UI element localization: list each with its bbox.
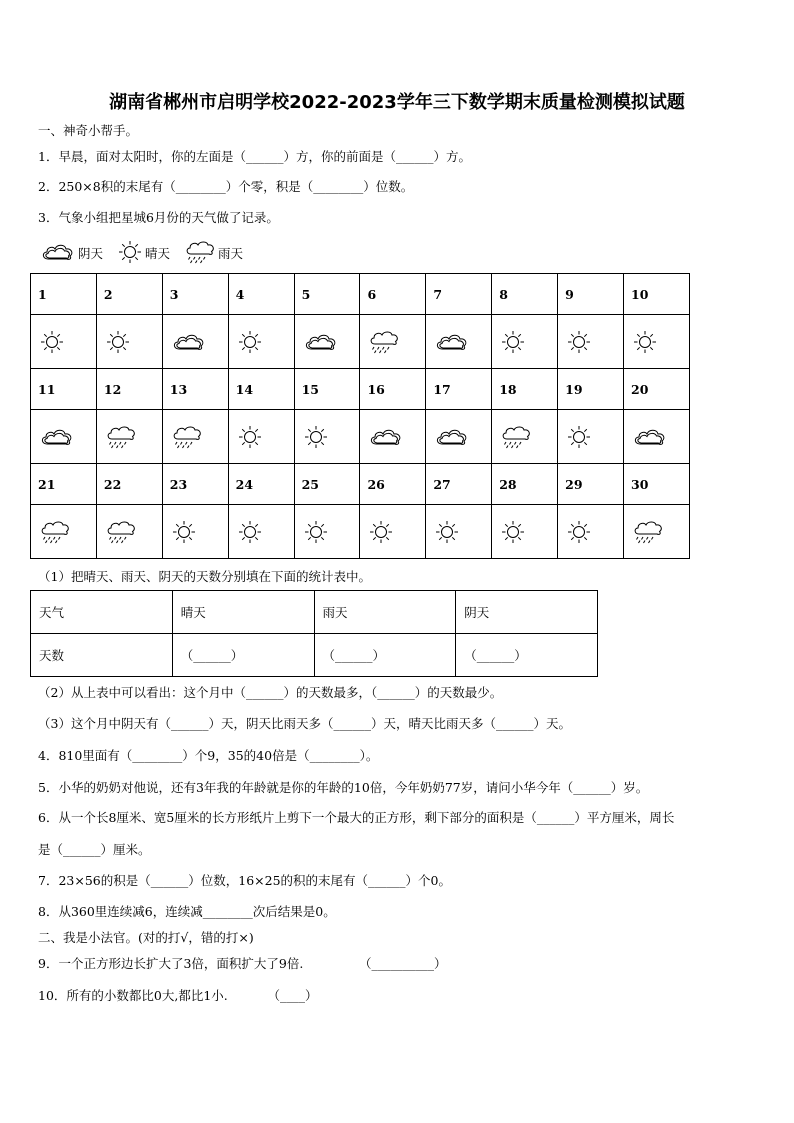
weather-icon-cell bbox=[624, 505, 690, 559]
weather-icon-cell bbox=[492, 315, 558, 369]
day-number-cell: 19 bbox=[558, 369, 624, 410]
rain-icon bbox=[500, 424, 532, 450]
sun-icon bbox=[303, 520, 329, 544]
weather-legend bbox=[40, 241, 257, 265]
weather-icon-cell bbox=[294, 505, 360, 559]
sun-icon bbox=[303, 425, 329, 449]
sun-icon bbox=[105, 330, 131, 354]
question-2: 2．250×8积的末尾有（________）个零，积是（________）位数。 bbox=[38, 179, 414, 194]
rain-icon bbox=[368, 329, 400, 355]
page-title: 湖南省郴州市启明学校2022-2023学年三下数学期末质量检测模拟试题 bbox=[109, 92, 685, 113]
question-10: 10．所有的小数都比0大,都比1小. （____） bbox=[38, 988, 318, 1003]
sun-icon bbox=[237, 520, 263, 544]
question-3-1: （1）把晴天、雨天、阴天的天数分别填在下面的统计表中。 bbox=[38, 569, 371, 584]
weather-icon-cell bbox=[558, 315, 624, 369]
legend-sunny bbox=[117, 240, 170, 267]
day-number-cell: 10 bbox=[624, 274, 690, 315]
question-5: 5．小华的奶奶对他说，还有3年我的年龄就是你的年龄的10倍，今年奶奶77岁，请问小华今年（______）岁。 bbox=[38, 780, 649, 795]
day-number-cell: 29 bbox=[558, 464, 624, 505]
sun-icon bbox=[500, 520, 526, 544]
stats-blank-sunny[interactable]: （______） bbox=[172, 634, 314, 677]
cloud-icon bbox=[39, 426, 75, 448]
rain-icon bbox=[105, 519, 137, 545]
weather-icon-cell bbox=[162, 410, 228, 464]
day-number-cell: 8 bbox=[492, 274, 558, 315]
question-1: 1．早晨，面对太阳时，你的左面是（______）方，你的前面是（______）方。 bbox=[38, 149, 471, 164]
day-number-cell: 24 bbox=[228, 464, 294, 505]
day-number-cell: 9 bbox=[558, 274, 624, 315]
sun-icon bbox=[500, 330, 526, 354]
cloud-icon bbox=[368, 426, 404, 448]
weather-stats-table bbox=[30, 590, 598, 677]
cloud-icon bbox=[434, 331, 470, 353]
day-number-cell: 6 bbox=[360, 274, 426, 315]
sun-icon bbox=[632, 330, 658, 354]
weather-icon-cell bbox=[492, 505, 558, 559]
question-4: 4．810里面有（________）个9，35的40倍是（________）。 bbox=[38, 748, 379, 763]
day-number-cell: 27 bbox=[426, 464, 492, 505]
day-number-cell: 17 bbox=[426, 369, 492, 410]
day-number-cell: 23 bbox=[162, 464, 228, 505]
legend-label-cloudy: 阴天 bbox=[78, 246, 104, 261]
weather-day-row bbox=[31, 369, 690, 410]
stats-count-row bbox=[31, 634, 598, 677]
rain-icon bbox=[105, 424, 137, 450]
sun-icon bbox=[171, 520, 197, 544]
weather-icon-cell bbox=[228, 505, 294, 559]
weather-icon-cell bbox=[426, 315, 492, 369]
day-number-cell: 14 bbox=[228, 369, 294, 410]
question-9: 9．一个正方形边长扩大了3倍，面积扩大了9倍. （__________） bbox=[38, 956, 447, 971]
day-number-cell: 5 bbox=[294, 274, 360, 315]
weather-icon-row bbox=[31, 505, 690, 559]
day-number-cell: 28 bbox=[492, 464, 558, 505]
day-number-cell: 12 bbox=[96, 369, 162, 410]
legend-cloudy bbox=[40, 241, 103, 266]
legend-rainy bbox=[184, 239, 243, 268]
sun-icon bbox=[566, 330, 592, 354]
weather-icon-cell bbox=[31, 505, 97, 559]
weather-icon-cell bbox=[426, 410, 492, 464]
stats-header-row bbox=[31, 591, 598, 634]
sun-icon bbox=[566, 425, 592, 449]
cloud-icon bbox=[303, 331, 339, 353]
cloud-icon bbox=[40, 241, 78, 266]
weather-icon-row bbox=[31, 315, 690, 369]
weather-icon-cell bbox=[360, 410, 426, 464]
stats-blank-cloudy[interactable]: （______） bbox=[456, 634, 598, 677]
sun-icon bbox=[237, 330, 263, 354]
weather-icon-cell bbox=[426, 505, 492, 559]
stats-blank-rainy[interactable]: （______） bbox=[314, 634, 456, 677]
rain-icon bbox=[171, 424, 203, 450]
weather-icon-cell bbox=[294, 410, 360, 464]
weather-icon-cell bbox=[228, 410, 294, 464]
day-number-cell: 3 bbox=[162, 274, 228, 315]
rain-icon bbox=[184, 239, 218, 268]
weather-icon-cell bbox=[624, 315, 690, 369]
weather-icon-cell bbox=[31, 315, 97, 369]
day-number-cell: 7 bbox=[426, 274, 492, 315]
day-number-cell: 18 bbox=[492, 369, 558, 410]
sun-icon bbox=[368, 520, 394, 544]
stats-header-rainy: 雨天 bbox=[314, 591, 456, 634]
question-3-3: （3）这个月中阴天有（______）天，阴天比雨天多（______）天，晴天比雨天多（______）天。 bbox=[38, 716, 571, 731]
rain-icon bbox=[39, 519, 71, 545]
question-6-line-1: 6．从一个长8厘米、宽5厘米的长方形纸片上剪下一个最大的正方形，剩下部分的面积是（______）平方厘米，周长 bbox=[38, 810, 675, 825]
weather-day-row bbox=[31, 464, 690, 505]
section1-title: 一、神奇小帮手。 bbox=[38, 123, 139, 138]
weather-icon-cell bbox=[96, 315, 162, 369]
day-number-cell: 1 bbox=[31, 274, 97, 315]
question-7: 7．23×56的积是（______）位数，16×25的积的末尾有（______）个0。 bbox=[38, 873, 451, 888]
day-number-cell: 21 bbox=[31, 464, 97, 505]
weather-icon-cell bbox=[492, 410, 558, 464]
weather-icon-cell bbox=[162, 315, 228, 369]
weather-day-row bbox=[31, 274, 690, 315]
stats-header-cloudy: 阴天 bbox=[456, 591, 598, 634]
question-3-2: （2）从上表中可以看出：这个月中（______）的天数最多，（______）的天数最少。 bbox=[38, 685, 503, 700]
day-number-cell: 20 bbox=[624, 369, 690, 410]
sun-icon bbox=[117, 240, 145, 267]
weather-icon-cell bbox=[360, 315, 426, 369]
day-number-cell: 25 bbox=[294, 464, 360, 505]
legend-label-sunny: 晴天 bbox=[145, 246, 171, 261]
stats-header-weather: 天气 bbox=[31, 591, 173, 634]
day-number-cell: 11 bbox=[31, 369, 97, 410]
weather-icon-cell bbox=[162, 505, 228, 559]
weather-icon-cell bbox=[294, 315, 360, 369]
day-number-cell: 15 bbox=[294, 369, 360, 410]
day-number-cell: 16 bbox=[360, 369, 426, 410]
weather-record-table bbox=[30, 273, 690, 559]
question-3: 3．气象小组把星城6月份的天气做了记录。 bbox=[38, 210, 279, 225]
section2-title: 二、我是小法官。(对的打√，错的打×) bbox=[38, 930, 254, 945]
sun-icon bbox=[39, 330, 65, 354]
day-number-cell: 22 bbox=[96, 464, 162, 505]
cloud-icon bbox=[171, 331, 207, 353]
weather-icon-cell bbox=[360, 505, 426, 559]
weather-icon-cell bbox=[228, 315, 294, 369]
day-number-cell: 2 bbox=[96, 274, 162, 315]
weather-icon-cell bbox=[558, 505, 624, 559]
cloud-icon bbox=[434, 426, 470, 448]
weather-icon-cell bbox=[31, 410, 97, 464]
rain-icon bbox=[632, 519, 664, 545]
weather-icon-row bbox=[31, 410, 690, 464]
weather-icon-cell bbox=[96, 410, 162, 464]
day-number-cell: 30 bbox=[624, 464, 690, 505]
sun-icon bbox=[434, 520, 460, 544]
day-number-cell: 26 bbox=[360, 464, 426, 505]
weather-icon-cell bbox=[96, 505, 162, 559]
stats-header-sunny: 晴天 bbox=[172, 591, 314, 634]
day-number-cell: 4 bbox=[228, 274, 294, 315]
stats-row-label: 天数 bbox=[31, 634, 173, 677]
weather-icon-cell bbox=[558, 410, 624, 464]
day-number-cell: 13 bbox=[162, 369, 228, 410]
cloud-icon bbox=[632, 426, 668, 448]
sun-icon bbox=[566, 520, 592, 544]
weather-icon-cell bbox=[624, 410, 690, 464]
legend-label-rainy: 雨天 bbox=[218, 246, 244, 261]
question-8: 8．从360里连续减6，连续减________次后结果是0。 bbox=[38, 904, 336, 919]
sun-icon bbox=[237, 425, 263, 449]
question-6-line-2: 是（______）厘米。 bbox=[38, 842, 151, 857]
